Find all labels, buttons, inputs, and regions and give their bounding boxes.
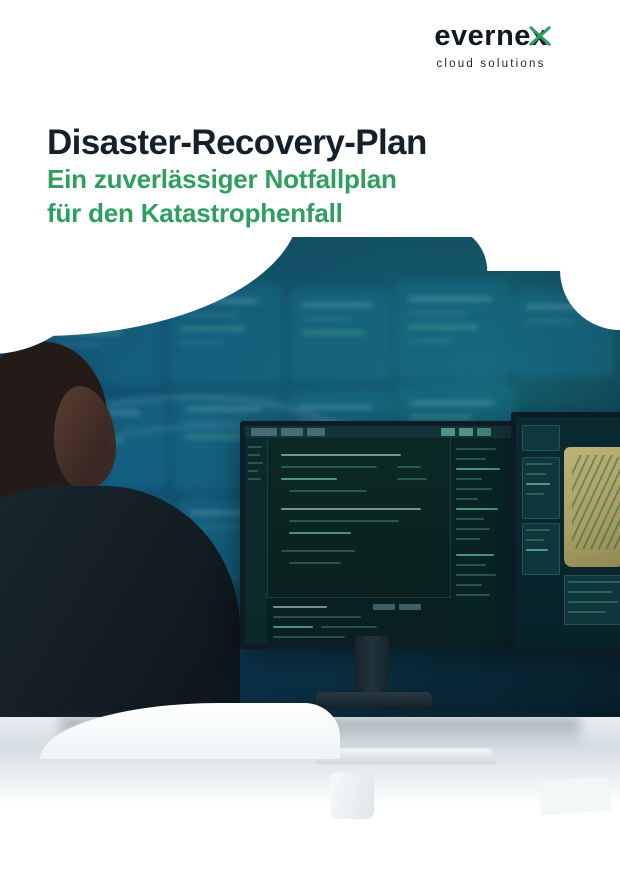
page-title: Disaster-Recovery-Plan — [47, 123, 427, 163]
monitor-primary — [240, 421, 518, 649]
brand-name-text: everne — [434, 20, 531, 52]
person-head — [0, 342, 108, 507]
page-subtitle-line-1: Ein zuverlässiger Notfallplan — [47, 164, 397, 194]
brand-logo — [396, 22, 586, 70]
monitor-stand-base — [316, 692, 432, 708]
monitor-secondary — [511, 412, 620, 652]
brand-name — [434, 22, 547, 51]
paper-sheet — [539, 777, 611, 816]
monitor-stand-neck — [355, 636, 389, 698]
keyboard — [315, 748, 497, 764]
x-mark-icon — [529, 25, 551, 47]
cup — [330, 773, 374, 819]
person-face — [54, 386, 116, 490]
cover-photo — [0, 236, 620, 877]
map-graphic — [564, 447, 620, 567]
photo-corner-notch-right — [488, 236, 620, 271]
brand-tagline: cloud solutions — [436, 58, 546, 70]
brand-name-suffix: x — [530, 20, 548, 52]
page-subtitle-line-2: für den Katastrophenfall — [47, 198, 343, 229]
monitor-file-tree — [245, 438, 268, 644]
monitor-inspector-panel — [450, 438, 513, 644]
page-subtitle — [47, 162, 397, 231]
